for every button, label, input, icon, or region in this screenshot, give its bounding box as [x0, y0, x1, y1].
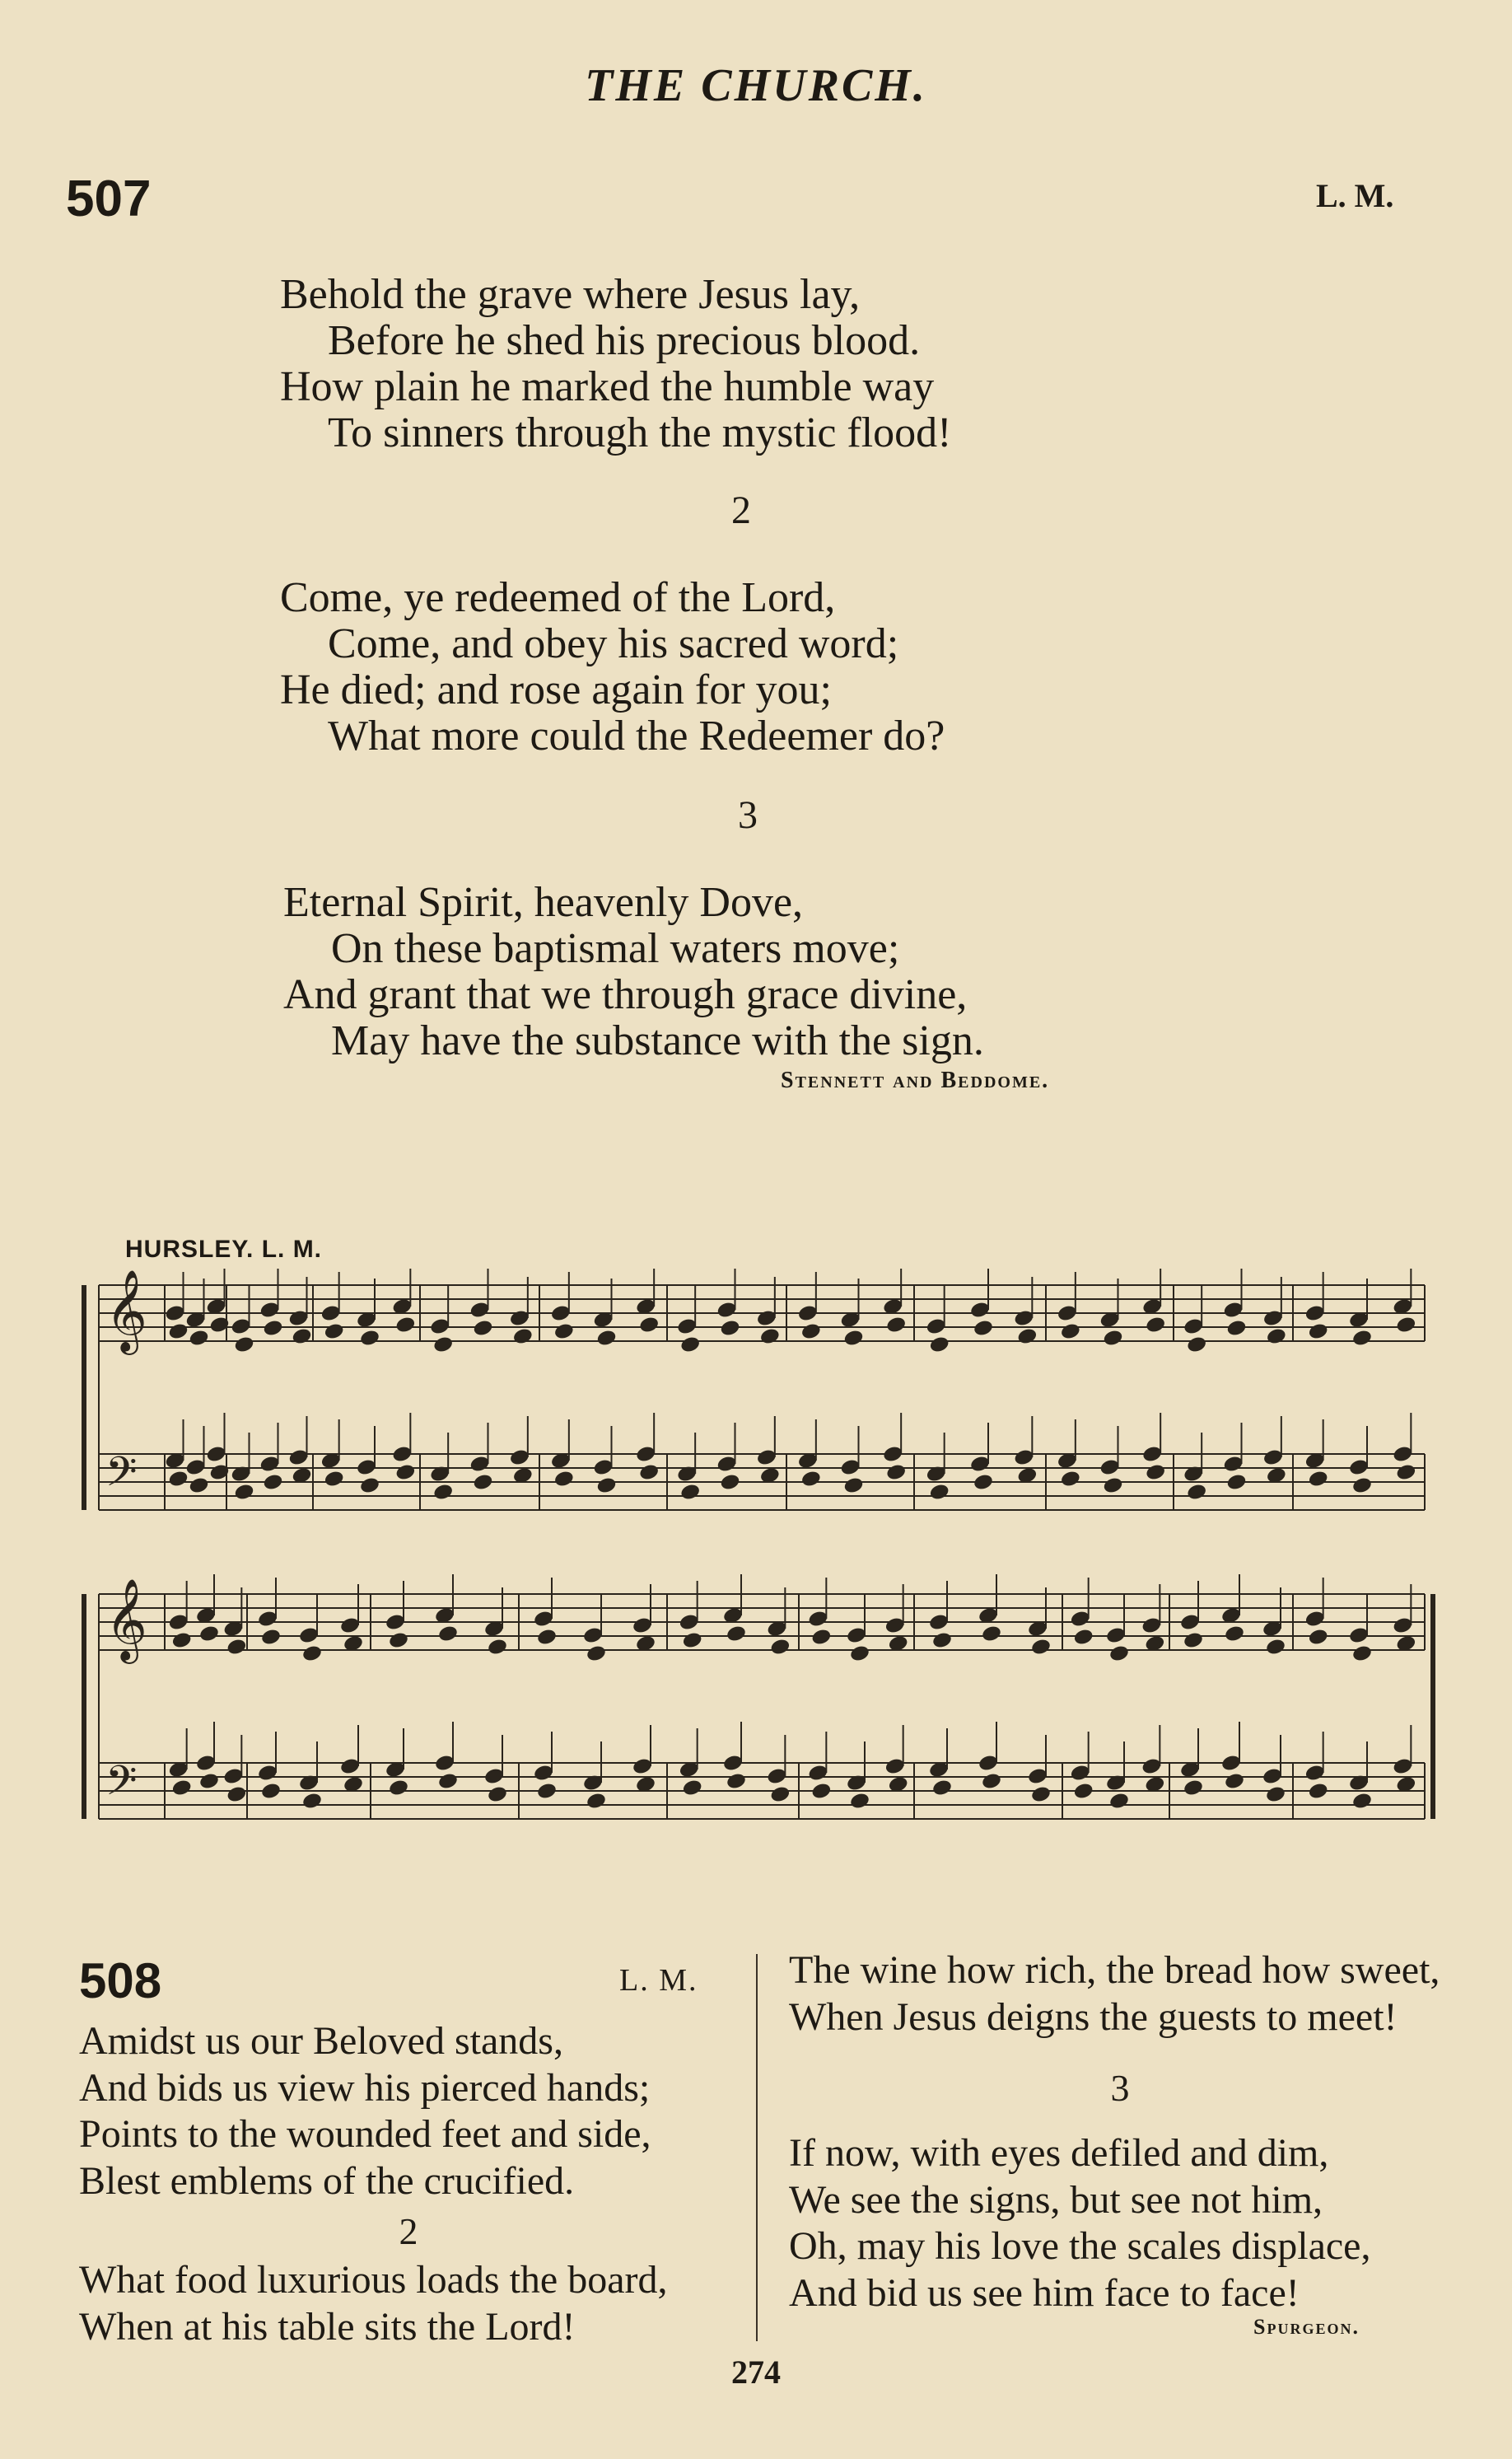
note-head — [1351, 1644, 1373, 1663]
note-head — [849, 1792, 870, 1811]
verse-line: To sinners through the mystic flood! — [328, 409, 952, 456]
note-head — [1224, 1772, 1245, 1791]
note-head — [981, 1625, 1002, 1643]
note-head — [388, 1779, 409, 1798]
note-head — [233, 1483, 254, 1502]
hymn-507-author: Stennett and Beddome. — [781, 1068, 1050, 1093]
note-head — [973, 1473, 994, 1492]
hymn-508-stanza-1 — [79, 2018, 651, 2204]
note-head — [1395, 1316, 1416, 1335]
note-head — [810, 1628, 832, 1647]
note-head — [679, 1335, 701, 1354]
note-head — [1030, 1638, 1052, 1657]
note-head — [1073, 1782, 1094, 1801]
verse-line: We see the signs, but see not him, — [789, 2177, 1323, 2222]
note-head — [198, 1625, 220, 1643]
verse-line: Come, and obey his sacred word; — [328, 620, 899, 667]
note-head — [586, 1792, 607, 1811]
note-head — [800, 1470, 822, 1489]
stanza-number: 2 — [399, 2210, 418, 2252]
hymn-508-meter: L. M. — [619, 1963, 698, 1998]
bass-clef-icon: 𝄢 — [105, 1448, 138, 1506]
note-head — [359, 1476, 380, 1495]
verse-line: What more could the Redeemer do? — [328, 713, 945, 760]
verse-line: Before he shed his precious blood. — [328, 317, 921, 364]
note-head — [1016, 1327, 1038, 1346]
note-head — [536, 1782, 558, 1801]
music-score — [74, 1269, 1441, 1845]
page-header-title: THE CHURCH. — [585, 60, 927, 111]
note-head — [842, 1476, 864, 1495]
hymn-507-stanza-2 — [280, 575, 945, 760]
note-head — [1060, 1470, 1081, 1489]
stanza-number: 3 — [738, 793, 758, 837]
verse-line: When at his table sits the Lord! — [79, 2304, 576, 2349]
note-head — [553, 1470, 575, 1489]
note-head — [1351, 1329, 1373, 1348]
note-head — [1266, 1327, 1287, 1346]
note-head — [586, 1644, 607, 1663]
page-number: 274 — [731, 2354, 781, 2391]
note-head — [1108, 1792, 1130, 1811]
note-head — [291, 1327, 312, 1346]
note-head — [885, 1316, 907, 1335]
note-head — [1308, 1782, 1329, 1801]
stanza-number: 2 — [731, 489, 751, 532]
stanza-number: 3 — [1110, 2067, 1130, 2109]
note-head — [1265, 1638, 1286, 1657]
hymn-508-stanza-2-continued — [789, 1947, 1440, 2041]
hymn-507-stanza-1 — [280, 272, 951, 456]
note-head — [849, 1644, 870, 1663]
verse-line: Eternal Spirit, heavenly Dove, — [283, 879, 804, 926]
note-head — [324, 1470, 345, 1489]
hymn-508-stanza-2 — [79, 2257, 668, 2350]
note-head — [981, 1772, 1002, 1791]
note-head — [1351, 1792, 1373, 1811]
verse-line: Oh, may his love the scales displace, — [789, 2224, 1371, 2268]
note-head — [437, 1625, 459, 1643]
verse-line: What food luxurious loads the board, — [79, 2258, 668, 2302]
note-head — [171, 1631, 193, 1650]
verse-line: How plain he marked the humble way — [280, 363, 935, 410]
note-head — [1183, 1779, 1204, 1798]
note-head — [931, 1779, 953, 1798]
verse-line: Points to the wounded feet and side, — [79, 2112, 651, 2156]
note-head — [682, 1631, 703, 1650]
verse-line: The wine how rich, the bread how sweet, — [789, 1948, 1440, 1992]
note-head — [1030, 1785, 1052, 1804]
verse-line: When Jesus deigns the guests to meet! — [789, 1994, 1398, 2039]
note-head — [1102, 1329, 1123, 1348]
verse-line: On these baptismal waters move; — [331, 925, 900, 972]
note-head — [1145, 1463, 1166, 1482]
hymn-508-number: 508 — [79, 1953, 162, 2008]
note-head — [1183, 1631, 1204, 1650]
note-head — [842, 1329, 864, 1348]
column-divider — [756, 1954, 758, 2341]
note-head — [679, 1483, 701, 1502]
note-head — [726, 1625, 747, 1643]
note-head — [1225, 1473, 1247, 1492]
note-head — [487, 1785, 508, 1804]
note-head — [726, 1772, 747, 1791]
verse-line: Blest emblems of the crucified. — [79, 2158, 575, 2203]
verse-line: And grant that we through grace divine, — [283, 971, 968, 1018]
note-head — [260, 1628, 282, 1647]
note-head — [437, 1772, 459, 1791]
note-head — [188, 1329, 209, 1348]
note-head — [1060, 1322, 1081, 1341]
note-head — [1145, 1316, 1166, 1335]
note-head — [487, 1638, 508, 1657]
verse-line: Amidst us our Beloved stands, — [79, 2019, 563, 2063]
note-head — [262, 1473, 283, 1492]
note-head — [759, 1327, 781, 1346]
note-head — [810, 1782, 832, 1801]
note-head — [324, 1322, 345, 1341]
note-head — [167, 1470, 189, 1489]
note-head — [885, 1463, 907, 1482]
note-head — [1186, 1335, 1207, 1354]
note-head — [226, 1785, 247, 1804]
note-head — [800, 1322, 822, 1341]
note-head — [394, 1463, 416, 1482]
verse-line: Come, ye redeemed of the Lord, — [280, 574, 836, 621]
verse-line: He died; and rose again for you; — [280, 666, 833, 713]
note-head — [1308, 1628, 1329, 1647]
note-head — [973, 1319, 994, 1338]
note-head — [388, 1631, 409, 1650]
note-head — [1351, 1476, 1373, 1495]
note-head — [719, 1473, 740, 1492]
note-head — [301, 1644, 323, 1663]
verse-line: If now, with eyes defiled and dim, — [789, 2131, 1329, 2175]
note-head — [167, 1322, 189, 1341]
note-head — [262, 1319, 283, 1338]
note-head — [1108, 1644, 1130, 1663]
note-head — [929, 1483, 950, 1502]
note-head — [472, 1319, 493, 1338]
note-head — [198, 1772, 220, 1791]
note-head — [1395, 1463, 1416, 1482]
note-head — [512, 1327, 534, 1346]
note-head — [638, 1463, 660, 1482]
treble-clef-icon: 𝄞 — [105, 1578, 147, 1661]
note-head — [682, 1779, 703, 1798]
note-head — [769, 1638, 791, 1657]
note-head — [1186, 1483, 1207, 1502]
note-head — [226, 1638, 247, 1657]
note-head — [1102, 1476, 1123, 1495]
note-head — [233, 1335, 254, 1354]
note-head — [260, 1782, 282, 1801]
note-head — [359, 1329, 380, 1348]
note-head — [188, 1476, 209, 1495]
note-head — [171, 1779, 193, 1798]
hymn-507-number: 507 — [66, 171, 152, 227]
note-head — [638, 1316, 660, 1335]
hymn-508-stanza-3 — [789, 2130, 1370, 2316]
treble-clef-icon: 𝄞 — [105, 1269, 147, 1352]
note-head — [931, 1631, 953, 1650]
note-head — [1073, 1628, 1094, 1647]
note-head — [1224, 1625, 1245, 1643]
note-head — [1308, 1322, 1329, 1341]
hymn-507-stanza-3 — [283, 880, 984, 1064]
bass-clef-icon: 𝄢 — [105, 1757, 138, 1815]
note-head — [301, 1792, 323, 1811]
note-head — [595, 1476, 617, 1495]
note-head — [719, 1319, 740, 1338]
note-head — [536, 1628, 558, 1647]
note-head — [595, 1329, 617, 1348]
tune-name: HURSLEY. L. M. — [125, 1236, 323, 1263]
note-head — [553, 1322, 575, 1341]
verse-line: And bid us see him face to face! — [789, 2270, 1300, 2315]
note-head — [1308, 1470, 1329, 1489]
note-head — [769, 1785, 791, 1804]
hymn-507-meter: L. M. — [1316, 177, 1394, 214]
note-head — [1225, 1319, 1247, 1338]
note-head — [432, 1483, 454, 1502]
verse-line: May have the substance with the sign. — [331, 1017, 984, 1064]
note-head — [929, 1335, 950, 1354]
hymn-508-author: Spurgeon. — [1253, 2315, 1360, 2339]
note-head — [1265, 1785, 1286, 1804]
note-head — [394, 1316, 416, 1335]
note-head — [432, 1335, 454, 1354]
verse-line: And bids us view his pierced hands; — [79, 2065, 651, 2110]
verse-line: Behold the grave where Jesus lay, — [280, 271, 861, 318]
note-head — [472, 1473, 493, 1492]
